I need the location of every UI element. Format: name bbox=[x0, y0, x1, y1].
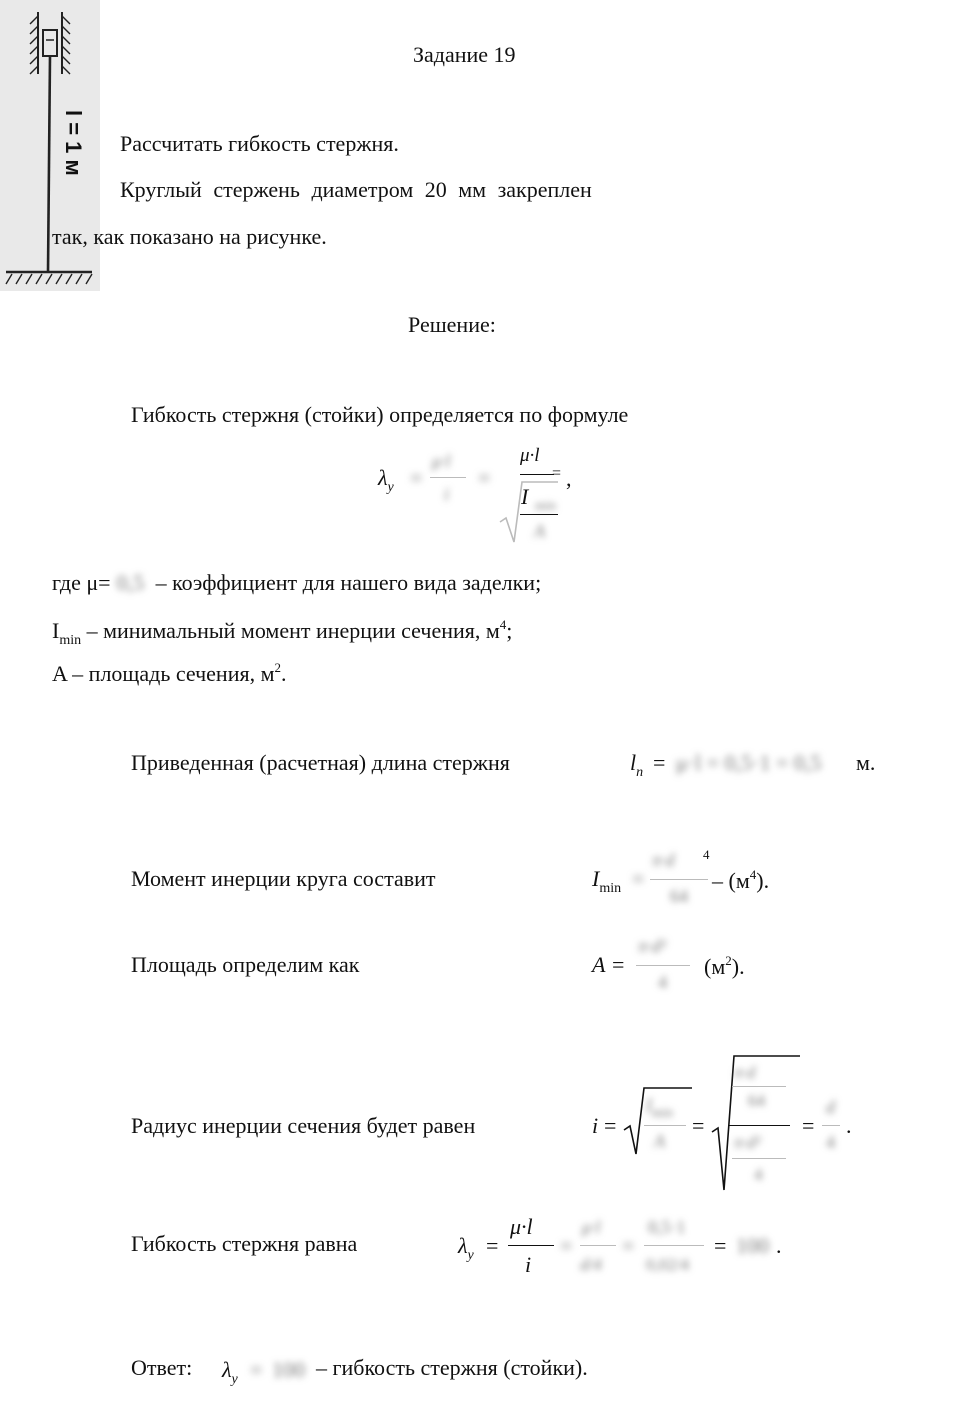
f1-I-sub: min bbox=[535, 499, 556, 514]
page-title: Задание 19 bbox=[413, 42, 516, 67]
radius-den1: A bbox=[654, 1131, 665, 1151]
answer-text: – гибкость стержня (стойки). bbox=[316, 1355, 588, 1380]
area-bar bbox=[636, 965, 690, 966]
rod-length-label: l = 1 м bbox=[61, 110, 86, 176]
def-area: A – площадь сечения, $м^2$. bbox=[52, 660, 287, 686]
radius-label: Радиус инерции сечения будет равен bbox=[131, 1113, 476, 1138]
radius-main-bar bbox=[728, 1125, 790, 1126]
f1-bar-c bbox=[520, 514, 558, 515]
task-line-1: Рассчитать гибкость стержня. bbox=[120, 131, 399, 156]
reduced-length-eq: = bbox=[653, 750, 666, 775]
area-eq: = bbox=[612, 952, 625, 977]
inertia-unit: – $(м^4)$. bbox=[712, 867, 770, 893]
answer-lambda: $\lambda_y$ bbox=[222, 1357, 238, 1387]
radius-eq2: = bbox=[692, 1113, 705, 1138]
f1-eq3: = bbox=[552, 465, 562, 482]
radius-inner-bar-1 bbox=[732, 1086, 786, 1087]
f1-I: I bbox=[521, 484, 529, 509]
answer-value: 100 bbox=[272, 1357, 305, 1382]
radius-res-den: 4 bbox=[826, 1132, 835, 1152]
solution-heading: Решение: bbox=[408, 312, 496, 337]
task-line-3: так, как показано на рисунке. bbox=[52, 224, 327, 249]
slenderness-bar1 bbox=[508, 1245, 554, 1246]
radius-end: . bbox=[846, 1113, 852, 1138]
def-imin: $I_{min}$ – минимальный момент инерции сечения, $м^4$; bbox=[52, 617, 513, 648]
f1-eq1: = bbox=[410, 465, 423, 490]
task-line-2: Круглый стержень диаметром 20 мм закреплен bbox=[120, 177, 592, 202]
slenderness-bar2 bbox=[580, 1245, 616, 1246]
slenderness-bar3 bbox=[644, 1245, 704, 1246]
slenderness-eq3: = bbox=[622, 1233, 635, 1258]
inertia-bar bbox=[650, 879, 708, 880]
f1-num-b: μ·l bbox=[520, 445, 540, 466]
slenderness-eq2: = bbox=[560, 1233, 573, 1258]
radius-res-bar bbox=[822, 1125, 840, 1126]
mu-value: 0,5 bbox=[116, 570, 145, 595]
radius-res-num: d bbox=[826, 1097, 835, 1117]
radius-eq1: = bbox=[604, 1113, 617, 1138]
answer-label: Ответ: bbox=[131, 1355, 193, 1380]
inertia-power: 4 bbox=[703, 847, 710, 862]
radius-symbol: i bbox=[592, 1113, 599, 1138]
area-unit: $(м^2)$. bbox=[704, 953, 745, 979]
inertia-num: π·d bbox=[652, 850, 675, 870]
slenderness-den: i bbox=[525, 1252, 532, 1277]
f1-lambda: $\lambda_y$ bbox=[378, 465, 394, 495]
area-num: π·d² bbox=[638, 936, 666, 956]
radius-eq3: = bbox=[802, 1113, 815, 1138]
f1-den-a: i bbox=[444, 484, 450, 504]
f1-num-a: μ·l bbox=[432, 451, 451, 471]
area-label: Площадь определим как bbox=[131, 952, 360, 977]
reduced-length-expr: μ·l = 0,5·1 = 0,5 bbox=[676, 750, 822, 775]
f1-A: A bbox=[534, 521, 545, 541]
inertia-label: Момент инерции круга составит bbox=[131, 866, 436, 891]
radius-inner-num-num: π·d bbox=[734, 1063, 756, 1082]
slenderness-num: μ·l bbox=[510, 1214, 533, 1239]
radius-num1: $I_{min}$ bbox=[646, 1095, 673, 1121]
slenderness-b-num: μ·l bbox=[582, 1217, 601, 1237]
radius-bar1 bbox=[644, 1125, 686, 1126]
slenderness-c-num: 0,5·1 bbox=[648, 1217, 686, 1237]
slenderness-end: . bbox=[776, 1233, 782, 1258]
inertia-symbol: $I_{min}$ bbox=[592, 866, 622, 896]
radius-inner-den-den: 4 bbox=[754, 1165, 763, 1184]
area-symbol: A bbox=[592, 952, 606, 977]
reduced-length-unit: м. bbox=[856, 750, 876, 775]
slenderness-label: Гибкость стержня равна bbox=[131, 1231, 358, 1256]
rod-figure bbox=[0, 0, 100, 291]
inertia-den: 64 bbox=[670, 886, 688, 906]
answer-eq: = bbox=[250, 1357, 263, 1382]
area-den: 4 bbox=[658, 972, 667, 992]
radius-inner-num-den: 64 bbox=[748, 1091, 765, 1110]
rod-drawing bbox=[0, 0, 100, 291]
slenderness-lambda: $\lambda_y$ bbox=[458, 1233, 474, 1263]
intro-sentence: Гибкость стержня (стойки) определяется по формуле bbox=[131, 402, 629, 427]
slenderness-result: 100 bbox=[736, 1233, 769, 1258]
slenderness-eq1: = bbox=[486, 1233, 499, 1258]
slenderness-c-den: 0,02/4 bbox=[646, 1255, 689, 1274]
radius-inner-den-num: π·d² bbox=[734, 1133, 761, 1152]
radius-inner-bar-2 bbox=[732, 1158, 786, 1159]
f1-bar-b bbox=[520, 474, 554, 475]
reduced-length-label: Приведенная (расчетная) длина стержня bbox=[131, 750, 510, 775]
inertia-eq: = bbox=[632, 866, 645, 891]
def-mu: где μ= 0,5 – коэффициент для нашего вида заделки; bbox=[52, 570, 542, 595]
slenderness-b-den: d/4 bbox=[580, 1255, 602, 1274]
f1-comma: , bbox=[566, 466, 572, 491]
slenderness-eq4: = bbox=[714, 1233, 727, 1258]
f1-eq2: = bbox=[478, 465, 491, 490]
reduced-length-symbol: $l_n$ bbox=[630, 750, 644, 780]
f1-bar-a bbox=[430, 477, 466, 478]
